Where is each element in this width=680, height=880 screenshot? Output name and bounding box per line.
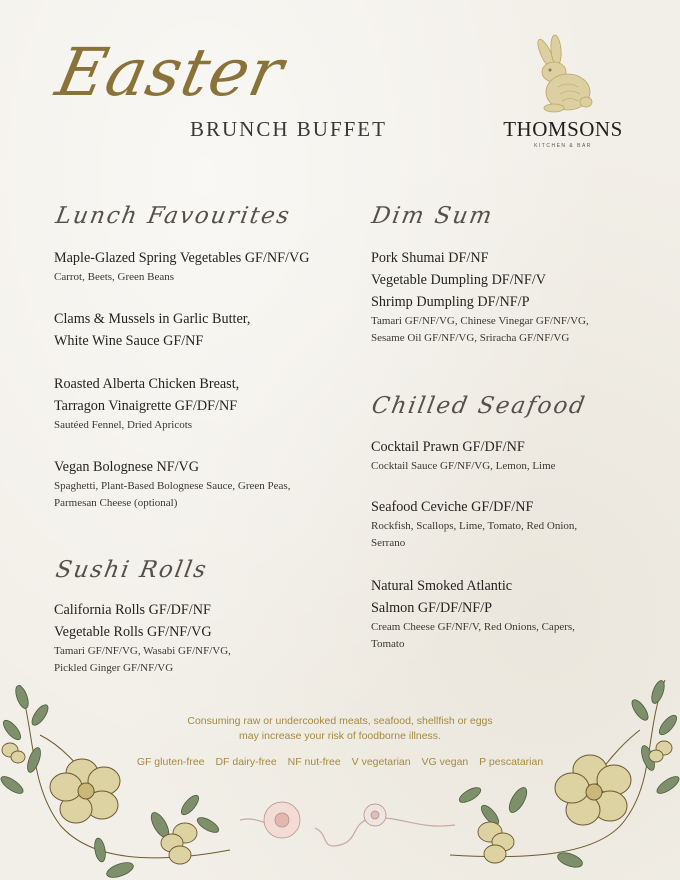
menu-item-desc: Spaghetti, Plant-Based Bolognese Sauce, Green Peas, [54,480,291,492]
brand-logo [498,32,628,157]
section-heading-sushi: Sushi Rolls [53,557,210,583]
menu-item-title: Cocktail Prawn GF/DF/NF [371,439,525,455]
menu-item-title: Salmon GF/DF/NF/P [371,600,493,616]
legend-item: V vegetarian [351,756,411,768]
menu-item-desc: Carrot, Beets, Green Beans [54,271,175,283]
title-subtitle: BRUNCH BUFFET [190,117,387,141]
bunny-icon [528,32,598,114]
menu-item-desc: Sesame Oil GF/NF/VG, Sriracha GF/NF/VG [371,332,570,344]
menu-item-desc: Pickled Ginger GF/NF/VG [54,662,174,674]
menu-item-desc: Parmesan Cheese (optional) [54,497,178,509]
floral-decoration-left [0,675,240,880]
floral-decoration-center [240,790,460,860]
menu-item-title: White Wine Sauce GF/NF [54,333,204,349]
menu-item-title: Shrimp Dumpling DF/NF/P [371,294,530,310]
brand-tagline: KITCHEN & BAR [534,143,592,149]
menu-item-title: Vegan Bolognese NF/VG [54,459,200,475]
menu-item-desc: Cocktail Sauce GF/NF/VG, Lemon, Lime [371,460,556,472]
flower-icon [50,759,120,823]
legend-item: P pescatarian [479,756,544,768]
menu-item-title: Seafood Ceviche GF/DF/NF [371,499,534,515]
daisy-icon [264,802,300,838]
flower-icon [555,755,631,825]
menu-item-desc: Tamari GF/NF/VG, Chinese Vinegar GF/NF/VG, [371,315,589,327]
legend-item: GF gluten-free [136,756,205,768]
food-warning-line2: may increase your risk of foodborne illness. [239,730,441,742]
menu-item-title: California Rolls GF/DF/NF [54,602,211,618]
food-warning-line1: Consuming raw or undercooked meats, seafood, shellfish or eggs [187,715,493,727]
legend-item: NF nut-free [287,756,341,768]
title-script: Easter [49,34,291,111]
menu-item-desc: Sautéed Fennel, Dried Apricots [54,419,193,431]
menu-item-title: Natural Smoked Atlantic [371,578,513,594]
menu-item-desc: Rockfish, Scallops, Lime, Tomato, Red Onion, [371,520,578,532]
brand-name: THOMSONS [503,117,623,141]
menu-item-title: Vegetable Dumpling DF/NF/V [371,272,546,288]
menu-item-title: Pork Shumai DF/NF [371,250,489,266]
menu-item-title: Maple-Glazed Spring Vegetables GF/NF/VG [54,250,310,266]
menu-item-title: Vegetable Rolls GF/NF/VG [54,624,212,640]
section-heading-seafood: Chilled Seafood [369,393,589,419]
section-heading-lunch: Lunch Favourites [53,203,293,229]
section-heading-dimsum: Dim Sum [369,203,496,229]
menu-item-desc: Tamari GF/NF/VG, Wasabi GF/NF/VG, [54,645,231,657]
floral-decoration-right [440,670,680,880]
menu-item-desc: Tomato [371,638,405,650]
menu-item-title: Roasted Alberta Chicken Breast, [54,376,240,392]
legend-item: DF dairy-free [215,756,277,768]
legend-item: VG vegan [421,756,469,768]
menu-item-title: Clams & Mussels in Garlic Butter, [54,311,251,327]
menu-item-title: Tarragon Vinaigrette GF/DF/NF [54,398,238,414]
menu-item-desc: Cream Cheese GF/NF/V, Red Onions, Capers, [371,621,575,633]
menu-item-desc: Serrano [371,537,406,549]
